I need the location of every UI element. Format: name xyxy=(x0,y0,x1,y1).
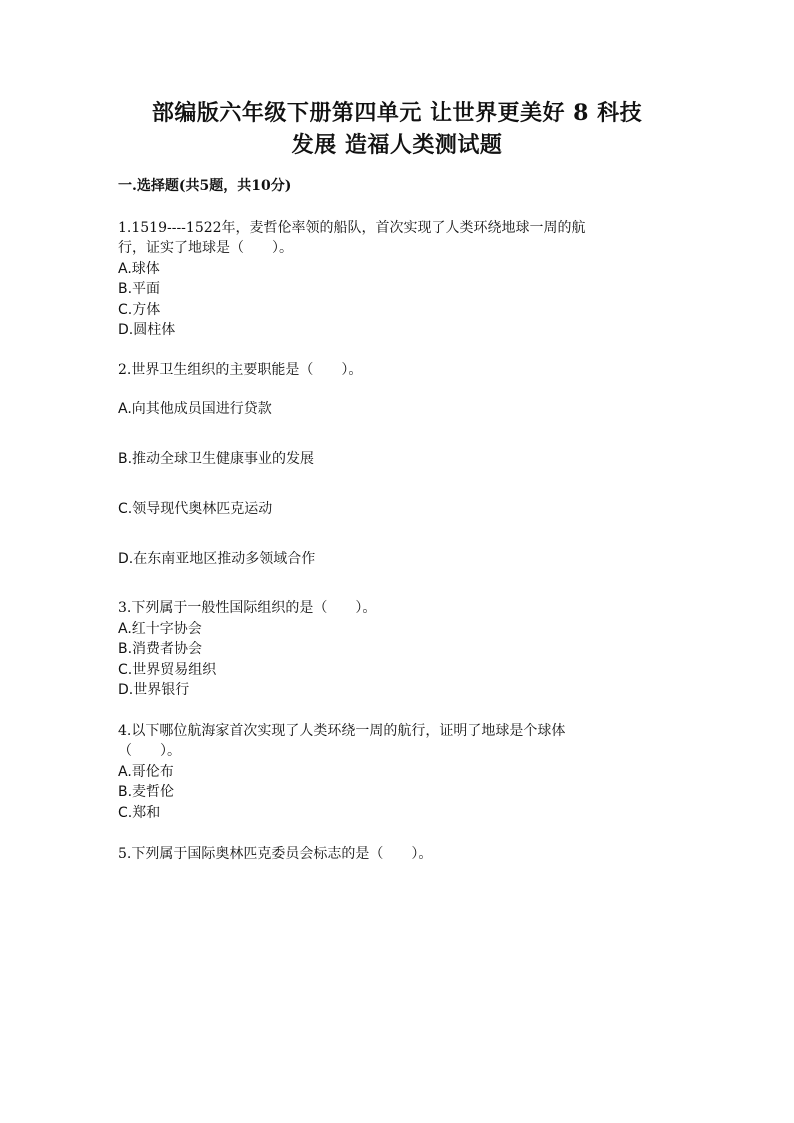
document-title-line-2: 发展 造福人类测试题 xyxy=(291,132,503,158)
question-3-option-a: A.红十字协会 xyxy=(118,621,202,637)
question-1-option-b: B.平面 xyxy=(118,281,161,297)
section-heading: 一.选择题(共5题，共10分) xyxy=(118,178,292,194)
question-3-stem: 3.下列属于一般性国际组织的是（ ）。 xyxy=(118,600,377,616)
question-4-option-a: A.哥伦布 xyxy=(118,764,174,780)
question-3-option-c: C.世界贸易组织 xyxy=(118,662,217,678)
question-5-stem: 5.下列属于国际奥林匹克委员会标志的是（ ）。 xyxy=(118,846,433,862)
question-4-option-c: C.郑和 xyxy=(118,805,161,821)
question-3-option-b: B.消费者协会 xyxy=(118,641,203,657)
question-4-stem-line-1: 4.以下哪位航海家首次实现了人类环绕一周的航行，证明了地球是个球体 xyxy=(118,723,566,739)
document-title-line-1: 部编版六年级下册第四单元 让世界更美好 8 科技 xyxy=(151,100,643,126)
question-1-stem-line-2: 行，证实了地球是（ ）。 xyxy=(118,240,293,256)
question-1-option-c: C.方体 xyxy=(118,302,161,318)
question-2-option-c: C.领导现代奥林匹克运动 xyxy=(118,501,273,517)
question-3-option-d: D.世界银行 xyxy=(118,682,190,698)
question-2-option-a: A.向其他成员国进行贷款 xyxy=(118,401,272,417)
question-1-option-d: D.圆柱体 xyxy=(118,322,176,338)
question-2-option-b: B.推动全球卫生健康事业的发展 xyxy=(118,451,315,467)
question-4-option-b: B.麦哲伦 xyxy=(118,784,175,800)
question-1-option-a: A.球体 xyxy=(118,261,160,277)
question-1-stem-line-1: 1.1519----1522年，麦哲伦率领的船队，首次实现了人类环绕地球一周的航 xyxy=(118,220,586,236)
question-4-stem-line-2: （ ）。 xyxy=(118,743,181,759)
question-2-stem: 2.世界卫生组织的主要职能是（ ）。 xyxy=(118,362,363,378)
question-2-option-d: D.在东南亚地区推动多领域合作 xyxy=(118,551,316,567)
